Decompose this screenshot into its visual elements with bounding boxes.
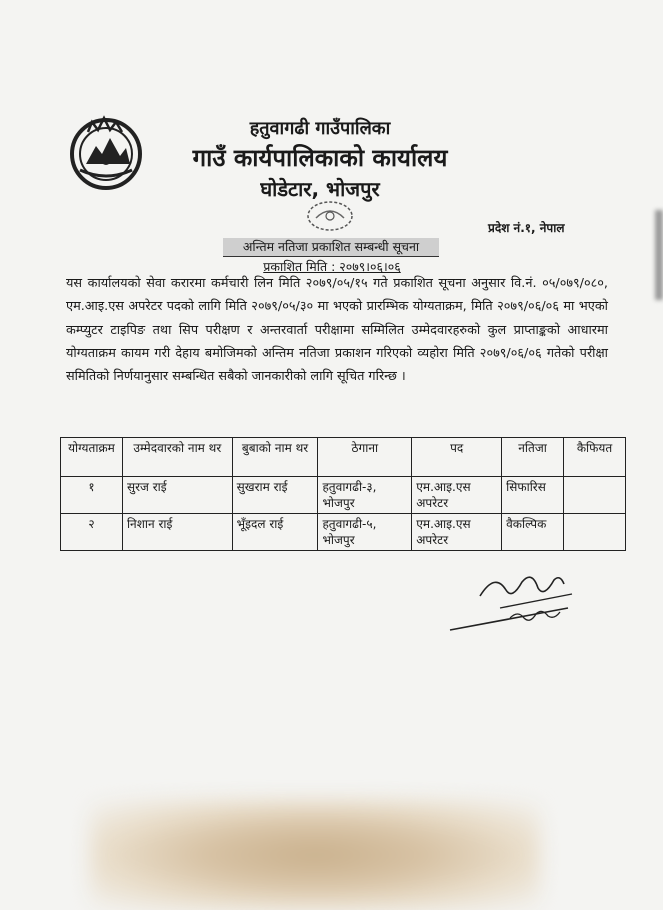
signature-icon [440,568,580,636]
notice-body: यस कार्यालयको सेवा करारमा कर्मचारी लिन मिति २०७९/०५/१५ गते प्रकाशित सूचना अनुसार वि.नं. ०५/०७९/०८०, एम.आइ.एस अपरेटर पदको लागि मिति २०७९/०५/३० मा भएको प्रारम्भिक योग्यताक्रम, मिति २०७९/०६/०६ मा भएको कम्प्युटर टाइपिङ तथा सिप परीक्षण र अन्तरवार्ता परीक्षामा सम्मिलित उम्मेदवारहरुको कुल प्राप्ताङ्कको आधारमा योग्यताक्रम कायम गरी देहाय बमोजिमको अन्तिम नतिजा प्रकाशन गरिएको व्यहोरा मिति २०७९/०६/०६ गतेको परीक्षा समितिको निर्णयानुसार सम्बन्धित सबैको जानकारीको लागि सूचित गरिन्छ । [66,276,608,385]
office-name: गाउँ कार्यपालिकाको कार्यालय [192,144,448,172]
office-address: घोडेटार, भोजपुर [260,177,380,201]
province-label: प्रदेश नं.१, नेपाल [488,221,565,235]
cell-father-name: भूँइदल राई [232,514,318,551]
header-remarks: कैफियत [564,438,626,477]
cell-candidate-name: निशान राई [122,514,232,551]
cell-father-name: सुखराम राई [232,477,318,514]
cell-post: एम.आइ.एस अपरेटर [412,477,502,514]
table-row [61,477,626,514]
nepal-government-emblem-icon [66,112,146,192]
published-date: प्रकाशित मिति : २०७९।०६।०६ [263,259,401,274]
notice-title: अन्तिम नतिजा प्रकाशित सम्बन्धी सूचना [223,238,439,257]
cell-address: हतुवागढी-३, भोजपुर [318,477,412,514]
cell-post: एम.आइ.एस अपरेटर [412,514,502,551]
table-header-row [61,438,626,477]
header-post: पद [412,438,502,477]
cell-remarks [564,477,626,514]
blurred-area [90,800,540,910]
cell-candidate-name: सुरज राई [122,477,232,514]
header-father-name: बुबाको नाम थर [232,438,318,477]
header-result: नतिजा [502,438,564,477]
header-rank: योग्यताक्रम [61,438,123,477]
cell-address: हतुवागढी-५, भोजपुर [318,514,412,551]
cell-rank: १ [61,477,123,514]
results-table [60,437,626,551]
page-edge-shadow [655,210,663,300]
table-row [61,514,626,551]
header-candidate-name: उम्मेदवारको नाम थर [122,438,232,477]
office-stamp-icon [300,196,360,236]
cell-result: वैकल्पिक [502,514,564,551]
cell-result: सिफारिस [502,477,564,514]
cell-rank: २ [61,514,123,551]
header-address: ठेगाना [318,438,412,477]
organization-name: हतुवागढी गाउँपालिका [249,118,391,139]
cell-remarks [564,514,626,551]
office-header [150,116,490,204]
